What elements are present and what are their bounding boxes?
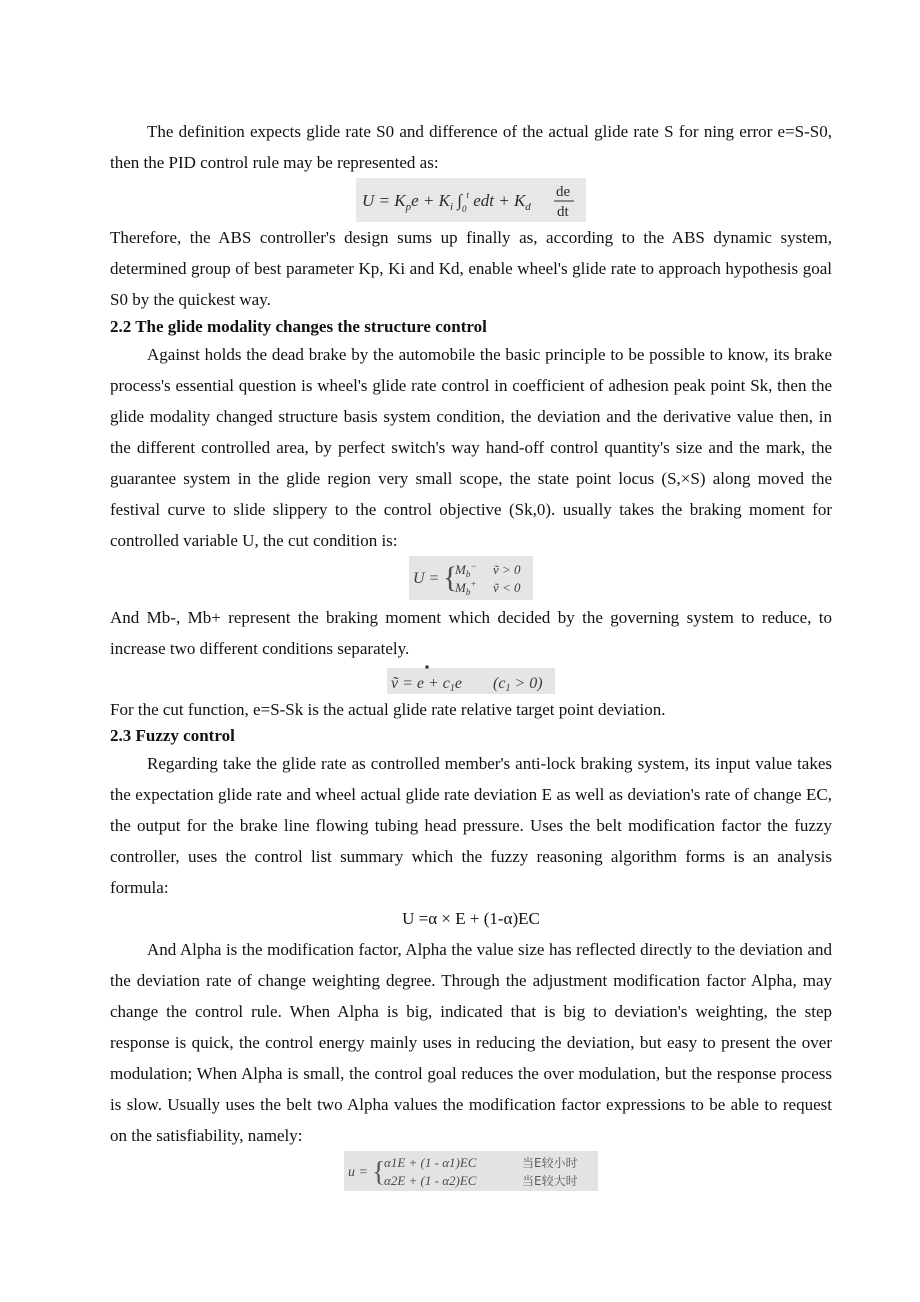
equation-pid <box>110 178 832 222</box>
heading-2-2: 2.2 The glide modality changes the structure control <box>110 317 487 336</box>
heading-2-3: 2.3 Fuzzy control <box>110 726 235 745</box>
svg-text:(c1 > 0): (c1 > 0) <box>493 675 543 694</box>
svg-text:de: de <box>556 184 571 200</box>
svg-text:ṽ > 0: ṽ > 0 <box>493 562 521 577</box>
svg-text:Mb−: $M_b^-$ <box>455 561 477 579</box>
svg-text:u =: u = <box>348 1165 368 1180</box>
equation-fuzzy: U =α × E + (1-α)EC <box>402 909 540 928</box>
paragraph-alpha-factor: And Alpha is the modification factor, Alpha the value size has reflected directly to the deviation and the deviation rate of change weighting degree. Through the adjustment modification factor Alpha, may change the control rule. When Alpha is big, indicated that is big to deviation's weighting, the step response is quick, the control energy mainly uses in reducing the deviation, but easy to present the over modulation; When Alpha is small, the control goal reduces the over modulation, but the response process is slow. Usually uses the belt two Alpha values the modification factor expressions to be able to request on the satisfiability, namely: <box>110 940 832 1145</box>
svg-text:dt: dt <box>557 204 569 220</box>
piecewise-cond-2: 当E较大时 <box>522 1174 578 1188</box>
paragraph-pid-definition: The definition expects glide rate S0 and difference of the actual glide rate S for ning error e=S-S0, then the PID control rule may be represented as: <box>110 122 832 172</box>
equation-switch-condition <box>110 556 832 602</box>
piecewise-line-2: α2E + (1 - α2)EC <box>384 1173 477 1188</box>
piecewise-cond-1: 当E较小时 <box>522 1156 578 1170</box>
document-page <box>110 116 832 1195</box>
svg-text:{: { <box>372 1157 386 1188</box>
svg-text:ṽ < 0: ṽ < 0 <box>493 580 521 595</box>
svg-text:U = Kpe + Ki ∫0t edt + Kd: $U = K_pe + K_i$ $\int_0^t$ edt + $K_d$ <box>362 190 531 214</box>
svg-text:{: { <box>443 561 458 594</box>
paragraph-braking-moment: And Mb-, Mb+ represent the braking moment which decided by the governing system to reduce, to increase two different conditions separately. <box>110 608 832 658</box>
svg-text:U =: U = <box>413 570 440 587</box>
equation-piecewise <box>110 1151 832 1195</box>
svg-text:ṽ = e + c1e: ṽ = e + c1e <box>391 675 463 694</box>
paragraph-cut-function: For the cut function, e=S-Sk is the actual glide rate relative target point deviation. <box>110 700 666 719</box>
equation-cut-function <box>110 664 832 696</box>
equation-pid-image <box>356 178 586 222</box>
paragraph-abs-design: Therefore, the ABS controller's design sums up finally as, according to the ABS dynamic system, determined group of best parameter Kp, Ki and Kd, enable wheel's glide rate to approach hypothesis goal S0 by the quickest way. <box>110 228 832 309</box>
equation-piecewise-image <box>344 1151 598 1191</box>
equation-switch-image <box>409 556 533 600</box>
paragraph-glide-modality: Against holds the dead brake by the automobile the basic principle to be possible to know, its brake process's essential question is wheel's glide rate control in coefficient of adhesion peak point Sk, then the glide modality changed structure basis system condition, the deviation and the derivative value then, in the different controlled area, by perfect switch's way hand-off control quantity's size and the mark, the guarantee system in the glide region very small scope, the state point locus (S,×S) along moved the festival curve to slide slippery to the control objective (Sk,0). usually takes the braking moment for controlled variable U, the cut condition is: <box>110 345 832 550</box>
equation-cut-image <box>387 664 555 696</box>
paragraph-fuzzy-input: Regarding take the glide rate as controlled member's anti-lock braking system, its input value takes the expectation glide rate and wheel actual glide rate deviation E as well as deviation's rate of change EC, the output for the brake line flowing tubing head pressure. Uses the belt modification factor the fuzzy controller, uses the control list summary which the fuzzy reasoning algorithm forms is an analysis formula: <box>110 754 832 897</box>
svg-text:Mb+: $M_b^+$ <box>455 579 477 597</box>
piecewise-line-1: α1E + (1 - α1)EC <box>384 1155 477 1170</box>
